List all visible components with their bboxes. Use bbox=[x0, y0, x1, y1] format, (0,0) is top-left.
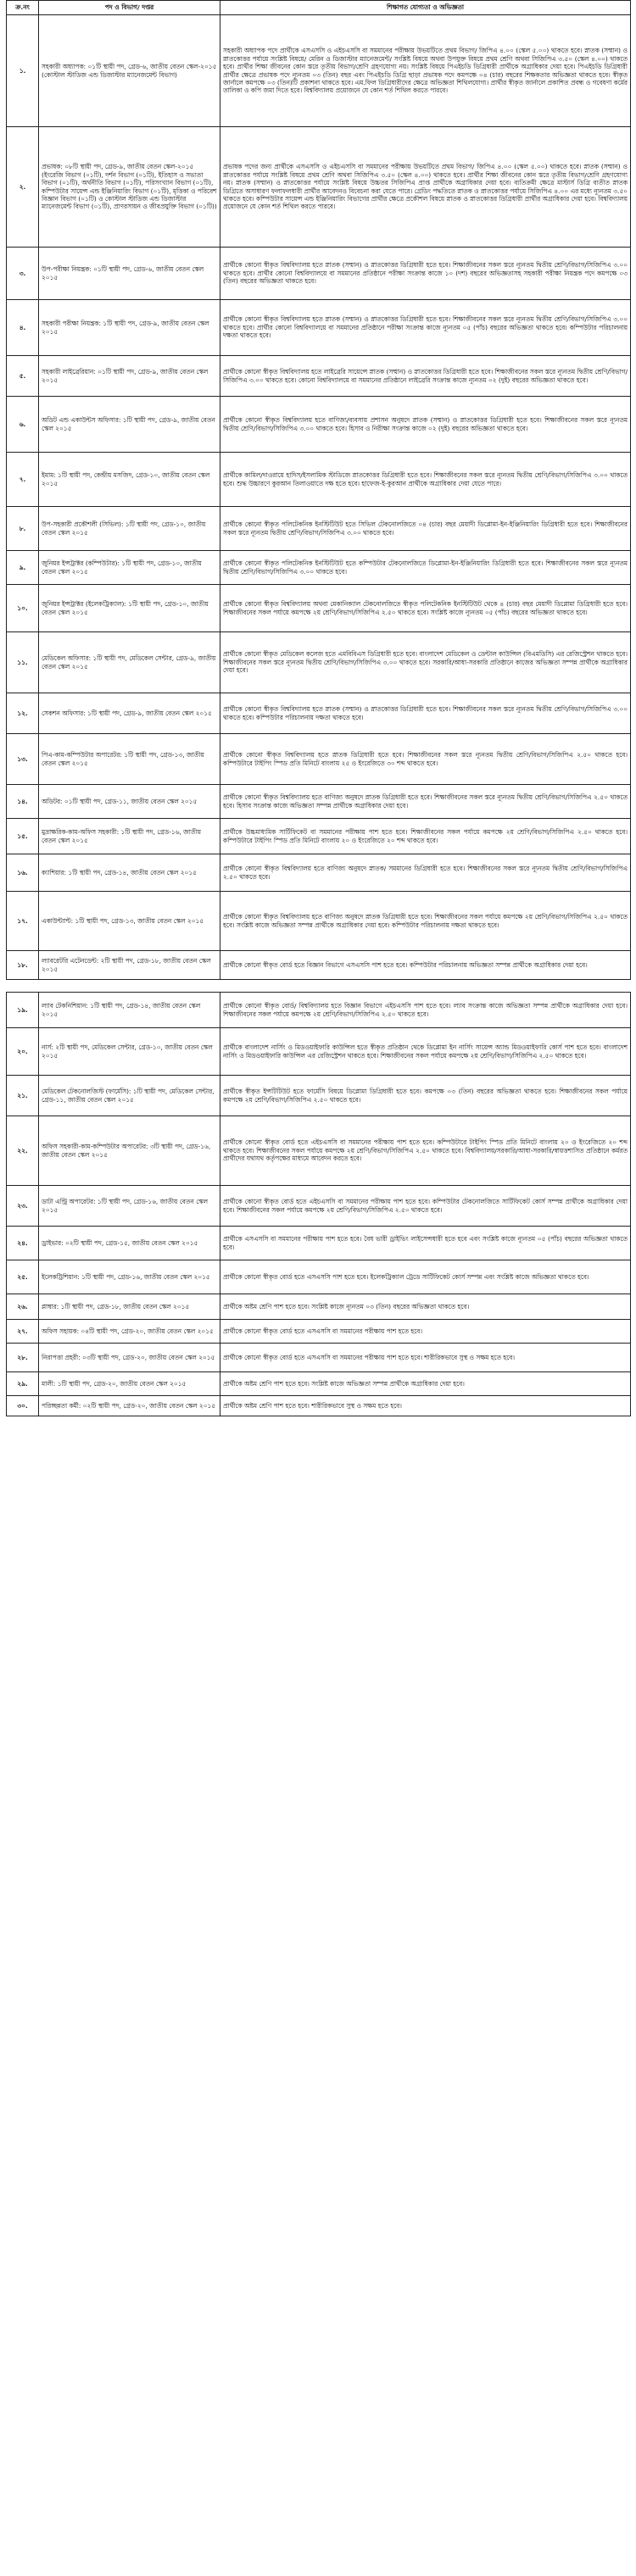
requirements-cell: প্রার্থীকে কোনো স্বীকৃত বিশ্ববিদ্যালয় হতে বাণিজ্য/ব্যবসায় প্রশাসন অনুষদে স্নাতক (সম্মান) ও স্নাতকোত্তর ডিগ্রিধারী হতে হবে। শিক্ষাজীবনের সকল স্তরে ন্যূনতম দ্বিতীয় শ্রেণি/বিভাগ/সিজিপিএ ৩.০০ থাকতে হবে। হিসাব ও নিরীক্ষা সংক্রান্ত কাজে ০২ (দুই) বছরের অভিজ্ঞতা থাকতে হবে। bbox=[220, 397, 631, 453]
table-row bbox=[7, 1186, 631, 1227]
serial-cell: ৬. bbox=[7, 397, 39, 453]
serial-cell: ৪. bbox=[7, 300, 39, 356]
requirements-cell: প্রার্থীকে কোনো স্বীকৃত বোর্ড হতে বিজ্ঞান বিভাগে এসএসসি পাশ হতে হবে। কম্পিউটার পরিচালনায় অভিজ্ঞতা সম্পন্ন প্রার্থীকে অগ্রাধিকার দেয়া হবে। bbox=[220, 951, 631, 980]
requirements-cell: প্রার্থীকে কোনো স্বীকৃত বোর্ড হতে এইচএসসি বা সমমানের পরীক্ষায় পাশ হতে হবে। কম্পিউটারে টাইপিং স্পিড প্রতি মিনিটে বাংলায় ২০ ও ইংরেজিতে ২০ শব্দ থাকতে হবে। শিক্ষাজীবনের সকল পর্যায়ে কমপক্ষে ২য় শ্রেণি/বিভাগ/সিজিপিএ ২.৫০ থাকতে হবে। বিশ্ববিদ্যালয়/সরকারি/আধা-সরকারি/স্বায়ত্তশাসিত প্রতিষ্ঠানে কর্মরত প্রার্থীদের যথাযথ কর্তৃপক্ষের মাধ্যমে আবেদন করতে হবে। bbox=[220, 1116, 631, 1186]
post-cell: উপ-পরীক্ষা নিয়ন্ত্রক: ০১টি স্থায়ী পদ, গ্রেড-৬, জাতীয় বেতন স্কেল ২০১৫ bbox=[39, 248, 220, 300]
post-cell: ক্যাশিয়ার: ১টি স্থায়ী পদ, গ্রেড-১৪, জাতীয় বেতন স্কেল ২০১৫ bbox=[39, 854, 220, 892]
post-cell: পিএ-কাম-কম্পিউটার অপারেটর: ১টি স্থায়ী পদ, গ্রেড-১৩, জাতীয় বেতন স্কেল ২০১৫ bbox=[39, 734, 220, 785]
post-cell: ল্যাবরেটরি এটেনডেন্ট: ২টি স্থায়ী পদ, গ্রেড-১৮, জাতীয় বেতন স্কেল ২০১৫ bbox=[39, 951, 220, 980]
post-cell: অফিস সহকারী-কাম-কম্পিউটার অপারেটর: ৩টি স্থায়ী পদ, গ্রেড-১৬, জাতীয় বেতন স্কেল ২০১৫ bbox=[39, 1116, 220, 1186]
table-row bbox=[7, 993, 631, 1028]
serial-cell: ১৮. bbox=[7, 951, 39, 980]
serial-cell: ২২. bbox=[7, 1116, 39, 1186]
requirements-cell: প্রার্থীকে কোনো স্বীকৃত পলিটেকনিক ইনস্টিটিউট হতে সিভিল টেকনোলজিতে ০৪ (চার) বছর মেয়াদী ডিপ্লোমা-ইন-ইঞ্জিনিয়ারিং ডিগ্রিধারী হতে হবে। শিক্ষাজীবনের সকল স্তরে ন্যূনতম দ্বিতীয় শ্রেণি/বিভাগ/সিজিপিএ ৩.০০ থাকতে হবে। bbox=[220, 507, 631, 551]
serial-cell: ২. bbox=[7, 127, 39, 248]
table-row bbox=[7, 507, 631, 551]
serial-cell: ৩০. bbox=[7, 1396, 39, 1416]
table-row bbox=[7, 15, 631, 127]
table-row bbox=[7, 1320, 631, 1344]
post-cell: মালী: ১টি স্থায়ী পদ, গ্রেড-২০, জাতীয় বেতন স্কেল ২০১৫ bbox=[39, 1372, 220, 1396]
post-cell: ল্যাব টেকনিশিয়ান: ১টি স্থায়ী পদ, গ্রেড-১৪, জাতীয় বেতন স্কেল ২০১৫ bbox=[39, 993, 220, 1028]
requirements-cell: প্রার্থীকে কোনো স্বীকৃত বোর্ড হতে এসএসসি পাশ হতে হবে। ইলেকট্রিক্যাল ট্রেডে সার্টিফিকেট কোর্স সম্পন্ন এবং সংশ্লিষ্ট কাজে অভিজ্ঞতা থাকতে হবে। bbox=[220, 1260, 631, 1294]
table-row bbox=[7, 734, 631, 785]
post-cell: অফিস সহায়ক: ০৪টি স্থায়ী পদ, গ্রেড-২০, জাতীয় বেতন স্কেল ২০১৫ bbox=[39, 1320, 220, 1344]
post-cell: মুদ্রাক্ষরিক-কাম-অফিস সহকারী: ১টি স্থায়ী পদ, গ্রেড-১৬, জাতীয় বেতন স্কেল ২০১৫ bbox=[39, 819, 220, 854]
table-row bbox=[7, 397, 631, 453]
positions-table-bottom bbox=[6, 992, 631, 1416]
header-serial: ক্র.নং bbox=[7, 1, 39, 15]
serial-cell: ৩. bbox=[7, 248, 39, 300]
post-cell: সহকারী লাইব্রেরিয়ান: ০১টি স্থায়ী পদ, গ্রেড-৯, জাতীয় বেতন স্কেল ২০১৫ bbox=[39, 356, 220, 397]
serial-cell: ২৩. bbox=[7, 1186, 39, 1227]
post-cell: অডিট এন্ড একাউন্টস অফিসার: ১টি স্থায়ী পদ, গ্রেড-৯, জাতীয় বেতন স্কেল ২০১৫ bbox=[39, 397, 220, 453]
post-cell: সহকারী পরীক্ষা নিয়ন্ত্রক: ১টি স্থায়ী পদ, গ্রেড-৯, জাতীয় বেতন স্কেল ২০১৫ bbox=[39, 300, 220, 356]
post-cell: নার্স: ২টি স্থায়ী পদ, মেডিকেল সেন্টার, গ্রেড-১০, জাতীয় বেতন স্কেল ২০১৫ bbox=[39, 1028, 220, 1076]
requirements-cell: প্রার্থীকে কোনো স্বীকৃত বিশ্ববিদ্যালয় হতে স্নাতক ডিগ্রিধারী হতে হবে। শিক্ষাজীবনের সকল স্তরে ন্যূনতম দ্বিতীয় শ্রেণি/বিভাগ/সিজিপিএ ২.৫০ থাকতে হবে। কম্পিউটারে টাইপিং স্পিড প্রতি মিনিটে বাংলায় ২৫ ও ইংরেজিতে ৩০ শব্দ থাকতে হবে। bbox=[220, 734, 631, 785]
table-row bbox=[7, 785, 631, 819]
serial-cell: ১৩. bbox=[7, 734, 39, 785]
serial-cell: ২৪. bbox=[7, 1227, 39, 1260]
requirements-cell: প্রার্থীকে স্বীকৃত ইন্সটিটিউট হতে ফার্মেসি বিষয়ে ডিপ্লোমা ডিগ্রিধারী হতে হবে। কমপক্ষে ০৩ (তিন) বছরের অভিজ্ঞতা থাকতে হবে। শিক্ষাজীবনের সকল পর্যায়ে কমপক্ষে ২য় শ্রেণি/বিভাগ/সিজিপিএ ২.৫০ থাকতে হবে। bbox=[220, 1076, 631, 1116]
serial-cell: ৫. bbox=[7, 356, 39, 397]
post-cell: ইমাম: ১টি স্থায়ী পদ, কেন্দ্রীয় মসজিদ, গ্রেড-১০, জাতীয় বেতন স্কেল ২০১৫ bbox=[39, 453, 220, 507]
requirements-cell: প্রার্থীকে কোনো স্বীকৃত পলিটেকনিক ইনস্টিটিউট হতে কম্পিউটার টেকনোলজিতে ডিপ্লোমা-ইন-ইঞ্জিনিয়ারিং ডিগ্রিধারী হতে হবে। শিক্ষাজীবনের সকল স্তরে ন্যূনতম দ্বিতীয় শ্রেণি/বিভাগ/সিজিপিএ ৩.০০ থাকতে হবে। bbox=[220, 551, 631, 585]
post-cell: অডিটর: ০১টি স্থায়ী পদ, গ্রেড-১১, জাতীয় বেতন স্কেল ২০১৫ bbox=[39, 785, 220, 819]
table-row bbox=[7, 1076, 631, 1116]
serial-cell: ৮. bbox=[7, 507, 39, 551]
post-cell: উপ-সহকারী প্রকৌশলী (সিভিল): ১টি স্থায়ী পদ, গ্রেড-১০, জাতীয় বেতন স্কেল ২০১৫ bbox=[39, 507, 220, 551]
requirements-cell: প্রভাষক পদের জন্য প্রার্থীকে এসএসসি ও এইচএসসি বা সমমানের পরীক্ষায় উভয়টিতে প্রথম বিভাগ/ জিপিএ ৪.০০ (স্কেল ৫.০০) থাকতে হবে। স্নাতক (সম্মান) ও স্নাতকোত্তর পর্যায়ে সংশ্লিষ্ট বিষয়ে প্রথম শ্রেণি অথবা সিজিপিএ ৩.৫০ (স্কেল ৪.০০) থাকতে হবে। প্রার্থীর শিক্ষা জীবনের কোন স্তরে তৃতীয় বিভাগ/শ্রেণি গ্রহণযোগ্য নয়। স্নাতক (সম্মান) ও স্নাতকোত্তর পর্যায়ে সংশ্লিষ্ট বিষয়ে উচ্চতর সিজিপিএ প্রাপ্ত প্রার্থীকে অগ্রাধিকার দেয়া হবে। ব্যতিক্রমী ক্ষেত্রে মাস্টার্স ডিগ্রি ব্যতীত স্নাতক ডিগ্রিতে অসাধারণ ফলাফলধারী প্রার্থীর আবেদনও বিবেচনা করা যেতে পারে। গ্রেডিং পদ্ধতিতে স্নাতক ও স্নাতকোত্তর পর্যায়ে সিজিপিএ ৪.০০ এর মধ্যে ন্যূনতম ৩.৫০ থাকতে হবে। কম্পিউটার সায়েন্স এন্ড ইঞ্জিনিয়ারিং বিভাগের প্রার্থীর ক্ষেত্রে প্রকৌশল বিষয়ে স্নাতক ও স্নাতকোত্তর ডিগ্রিধারী প্রার্থীর অগ্রাধিকার দেয়া হবে। বিশ্ববিদ্যালয় প্রয়োজনে যে কোন শর্ত শিথিল করতে পারবে। bbox=[220, 127, 631, 248]
serial-cell: ২৮. bbox=[7, 1344, 39, 1372]
requirements-cell: প্রার্থীকে বাংলাদেশ নার্সিং ও মিডওয়াইফারি কাউন্সিল হতে স্বীকৃত প্রতিষ্ঠান থেকে ডিপ্লোমা ইন নার্সিং সায়েন্স অ্যান্ড মিডওয়াইফারি কোর্স পাশ হতে হবে। বাংলাদেশ নার্সিং ও মিডওয়াইফারি কাউন্সিল এর রেজিস্ট্রেশন থাকতে হবে। শিক্ষাজীবনের সকল পর্যায়ে কমপক্ষে ২য় শ্রেণি/বিভাগ/সিজিপিএ ২.৫০ থাকতে হবে। bbox=[220, 1028, 631, 1076]
post-cell: ইলেকট্রিশিয়ান: ১টি স্থায়ী পদ, গ্রেড-১৬, জাতীয় বেতন স্কেল ২০১৫ bbox=[39, 1260, 220, 1294]
requirements-cell: প্রার্থীকে কোনো স্বীকৃত বোর্ড হতে এইচএসসি বা সমমানের পরীক্ষায় পাশ হতে হবে। কম্পিউটার টেকনোলজিতে সার্টিফিকেট কোর্স সম্পন্ন প্রার্থীকে অগ্রাধিকার দেয়া হবে। শিক্ষাজীবনের সকল পর্যায়ে কমপক্ষে ২য় শ্রেণি/বিভাগ/সিজিপিএ ২.৫০ থাকতে হবে। bbox=[220, 1186, 631, 1227]
requirements-cell: প্রার্থীকে কোনো স্বীকৃত বোর্ড হতে এসএসসি বা সমমানের পরীক্ষায় পাশ হতে হবে। শারীরিকভাবে সুস্থ ও সক্ষম হতে হবে। bbox=[220, 1344, 631, 1372]
serial-cell: ১৪. bbox=[7, 785, 39, 819]
serial-cell: ২৯. bbox=[7, 1372, 39, 1396]
requirements-cell: প্রার্থীকে কোনো স্বীকৃত বিশ্ববিদ্যালয় অথবা মেকানিক্যাল টেকনোলজিতে স্বীকৃত পলিটেকনিক ইনস্টিটিউট থেকে ৪ (চার) বছর মেয়াদী ডিপ্লোমা ডিগ্রিধারী হতে হবে। শিক্ষাজীবনের সকল পর্যায়ে কমপক্ষে ২য় শ্রেণি/বিভাগ/সিজিপিএ ২.৫০ থাকতে হবে। সংশ্লিষ্ট কাজে ন্যূনতম ০৫ (পাঁচ) বছরের অভিজ্ঞতা থাকতে হবে। bbox=[220, 585, 631, 632]
positions-table-top bbox=[6, 0, 631, 980]
serial-cell: ১৯. bbox=[7, 993, 39, 1028]
table-row bbox=[7, 453, 631, 507]
requirements-cell: প্রার্থীকে কোনো স্বীকৃত বিশ্ববিদ্যালয় হতে স্নাতক (সম্মান) ও স্নাতকোত্তর ডিগ্রিধারী হতে হবে। শিক্ষাজীবনের সকল স্তরে ন্যূনতম দ্বিতীয় শ্রেণি/বিভাগ/সিজিপিএ ৩.০০ থাকতে হবে। প্রার্থীর কোনো বিশ্ববিদ্যালয়ে বা সমমানের প্রতিষ্ঠানে পরীক্ষা সংক্রান্ত কাজে ন্যূনতম ০৫ (পাঁচ) বছরের অভিজ্ঞতা থাকতে হবে। কম্পিউটার পরিচালনায় দক্ষতা থাকতে হবে। bbox=[220, 300, 631, 356]
page-gap bbox=[0, 980, 636, 992]
table-row bbox=[7, 356, 631, 397]
requirements-cell: প্রার্থীকে অষ্টম শ্রেণি পাশ হতে হবে। সংশ্লিষ্ট কাজে অভিজ্ঞতা সম্পন্ন প্রার্থীকে অগ্রাধিকার দেয়া হবে। bbox=[220, 1372, 631, 1396]
serial-cell: ২১. bbox=[7, 1076, 39, 1116]
table-row bbox=[7, 127, 631, 248]
requirements-cell: প্রার্থীকে কামিল/দাওরায়ে হাদিস/ইসলামিক স্টাডিজে স্নাতকোত্তর ডিগ্রিধারী হতে হবে। শিক্ষাজীবনের সকল স্তরে ন্যূনতম দ্বিতীয় শ্রেণি/বিভাগ/সিজিপিএ ৩.০০ থাকতে হবে। শুদ্ধ উচ্চারণে কুরআন তিলাওয়াতে দক্ষ হতে হবে। হাফেজ-ই-কুরআন প্রার্থীকে অগ্রাধিকার দেয়া যেতে পারে। bbox=[220, 453, 631, 507]
post-cell: ড্রাইভার: ০২টি স্থায়ী পদ, গ্রেড-১৫, জাতীয় বেতন স্কেল ২০১৫ bbox=[39, 1227, 220, 1260]
table-row bbox=[7, 1227, 631, 1260]
table-row bbox=[7, 951, 631, 980]
table-row bbox=[7, 854, 631, 892]
table-row bbox=[7, 632, 631, 693]
post-cell: জুনিয়র ইন্সট্রাক্টর (কম্পিউটার): ১টি স্থায়ী পদ, গ্রেড-১০, জাতীয় বেতন স্কেল ২০১৫ bbox=[39, 551, 220, 585]
table-row bbox=[7, 892, 631, 951]
requirements-cell: প্রার্থীকে উচ্চমাধ্যমিক সার্টিফিকেট বা সমমানের পরীক্ষায় পাশ হতে হবে। শিক্ষাজীবনের সকল পর্যায়ে কমপক্ষে ২য় শ্রেণি/বিভাগ/সিজিপিএ ২.৫০ থাকতে হবে। কম্পিউটারে টাইপিং স্পিড প্রতি মিনিটে বাংলায় ২০ ও ইংরেজিতে ২০ শব্দ থাকতে হবে। bbox=[220, 819, 631, 854]
table-row bbox=[7, 551, 631, 585]
requirements-cell: প্রার্থীকে এসএসসি বা সমমানের পরীক্ষায় পাশ হতে হবে। বৈধ ভারী ড্রাইভিং লাইসেন্সধারী হতে হবে এবং সংশ্লিষ্ট কাজে ন্যূনতম ০৫ (পাঁচ) বছরের অভিজ্ঞতা থাকতে হবে। bbox=[220, 1227, 631, 1260]
header-requirements: শিক্ষাগত যোগ্যতা ও অভিজ্ঞতা bbox=[220, 1, 631, 15]
table-header-row bbox=[7, 1, 631, 15]
requirements-cell: প্রার্থীকে কোনো স্বীকৃত বোর্ড হতে এসএসসি বা সমমানের পরীক্ষায় পাশ হতে হবে। bbox=[220, 1320, 631, 1344]
post-cell: সহকারী অধ্যাপক: ০১টি স্থায়ী পদ, গ্রেড-৬, জাতীয় বেতন স্কেল-২০১৫ (কোস্টাল স্টাডিজ এন্ড ডিজাস্টার ম্যানেজমেন্ট বিভাগ) bbox=[39, 15, 220, 127]
serial-cell: ১৫. bbox=[7, 819, 39, 854]
table-row bbox=[7, 1344, 631, 1372]
post-cell: ডাটা এন্ট্রি অপারেটর: ১টি স্থায়ী পদ, গ্রেড-১৬, জাতীয় বেতন স্কেল ২০১৫ bbox=[39, 1186, 220, 1227]
header-post: পদ ও বিভাগ/ দপ্তর bbox=[39, 1, 220, 15]
requirements-cell: প্রার্থীকে কোনো স্বীকৃত বিশ্ববিদ্যালয় হতে বাণিজ্য অনুষদে স্নাতক ডিগ্রিধারী হতে হবে। শিক্ষাজীবনের সকল স্তরে ন্যূনতম দ্বিতীয় শ্রেণি/বিভাগ/সিজিপিএ ২.৫০ থাকতে হবে। হিসাব সংক্রান্ত কাজে অভিজ্ঞতা সম্পন্ন প্রার্থীকে অগ্রাধিকার দেয়া হবে। bbox=[220, 785, 631, 819]
serial-cell: ২৬. bbox=[7, 1294, 39, 1320]
requirements-cell: প্রার্থীকে কোনো স্বীকৃত বিশ্ববিদ্যালয় হতে লাইব্রেরি সায়েন্সে স্নাতক (সম্মান) ও স্নাতকোত্তর ডিগ্রিধারী হতে হবে। শিক্ষাজীবনের সকল স্তরে ন্যূনতম দ্বিতীয় শ্রেণি/বিভাগ/সিজিপিএ ৩.০০ থাকতে হবে। কোনো বিশ্ববিদ্যালয়ে বা সমমানের প্রতিষ্ঠানে লাইব্রেরি সংক্রান্ত কাজে ন্যূনতম ০২ (দুই) বছরের অভিজ্ঞতা থাকতে হবে। bbox=[220, 356, 631, 397]
post-cell: মেডিকেল টেকনোলজিস্ট (ফার্মেসি): ১টি স্থায়ী পদ, মেডিকেল সেন্টার, গ্রেড-১১, জাতীয় বেতন স্কেল ২০১৫ bbox=[39, 1076, 220, 1116]
post-cell: একাউন্ট্যান্ট: ১টি স্থায়ী পদ, গ্রেড-১৩, জাতীয় বেতন স্কেল ২০১৫ bbox=[39, 892, 220, 951]
requirements-cell: প্রার্থীকে কোনো স্বীকৃত বিশ্ববিদ্যালয় হতে বাণিজ্য অনুষদে স্নাতক ডিগ্রিধারী হতে হবে। শিক্ষাজীবনের সকল পর্যায়ে কমপক্ষে ২য় শ্রেণি/বিভাগ/সিজিপিএ ২.৫০ থাকতে হবে। সংশ্লিষ্ট কাজে অভিজ্ঞতা সম্পন্ন প্রার্থীকে অগ্রাধিকার দেয়া হবে। কম্পিউটার পরিচালনায় দক্ষতা থাকতে হবে। bbox=[220, 892, 631, 951]
table-row bbox=[7, 1116, 631, 1186]
table-row bbox=[7, 1372, 631, 1396]
post-cell: জুনিয়র ইন্সট্রাক্টর (ইলেকট্রিক্যাল): ১টি স্থায়ী পদ, গ্রেড-১০, জাতীয় বেতন স্কেল ২০১৫ bbox=[39, 585, 220, 632]
serial-cell: ২৭. bbox=[7, 1320, 39, 1344]
requirements-cell: সহকারী অধ্যাপক পদে প্রার্থীকে এসএসসি ও এইচএসসি বা সমমানের পরীক্ষায় উভয়টিতে প্রথম বিভাগ/ জিপিএ ৪.০০ (স্কেল ৫.০০) থাকতে হবে। স্নাতক (সম্মান) ও স্নাতকোত্তর পর্যায়ে সংশ্লিষ্ট বিষয়ে/ মেরিন ও ডিজাস্টার ম্যানেজমেন্ট/ সংশ্লিষ্ট বিষয়ে অথবা উপযুক্ত বিষয়ে প্রথম শ্রেণি অথবা সিজিপিএ ৩.৫০ (স্কেল ৪.০০) থাকতে হবে। প্রার্থীর শিক্ষা জীবনের কোন স্তরে তৃতীয় বিভাগ/শ্রেণি গ্রহণযোগ্য নয়। সংশ্লিষ্ট বিষয়ে পিএইচডি ডিগ্রিধারী প্রার্থীকে অগ্রাধিকার দেয়া হবে। পিএইচডি ডিগ্রিধারী প্রার্থীর ক্ষেত্রে প্রভাষক পদে ন্যূনতম ০৩ (তিন) বছর এবং পিএইচডি ডিগ্রি ছাড়া প্রভাষক পদে কমপক্ষে ০৪ (চার) বছরের শিক্ষকতার অভিজ্ঞতা থাকতে হবে। স্বীকৃত জার্নালে কমপক্ষে ০৩ (তিন)টি প্রকাশনা থাকতে হবে। এম.ফিল ডিগ্রিধারীদের ক্ষেত্রে অভিজ্ঞতা শিথিলযোগ্য। প্রার্থীর স্বীকৃত জার্নালে প্রকাশিত প্রবন্ধ ও গবেষণা কর্মের তালিকা ও কপি জমা দিতে হবে। বিশ্ববিদ্যালয় প্রয়োজনে যে কোন শর্ত শিথিল করতে পারবে। bbox=[220, 15, 631, 127]
post-cell: প্লাম্বার: ১টি স্থায়ী পদ, গ্রেড-১৮, জাতীয় বেতন স্কেল ২০১৫ bbox=[39, 1294, 220, 1320]
table-row bbox=[7, 1260, 631, 1294]
serial-cell: ১১. bbox=[7, 632, 39, 693]
requirements-cell: প্রার্থীকে কোনো স্বীকৃত বিশ্ববিদ্যালয় হতে বাণিজ্য অনুষদে স্নাতক/ সমমানের ডিগ্রিধারী হতে হবে। শিক্ষাজীবনের সকল স্তরে ন্যূনতম দ্বিতীয় শ্রেণি/বিভাগ/সিজিপিএ ২.৫০ থাকতে হবে। bbox=[220, 854, 631, 892]
post-cell: প্রভাষক: ০৮টি স্থায়ী পদ, গ্রেড-৯, জাতীয় বেতন স্কেল-২০১৫ (ইংরেজি বিভাগ (০১টি), দর্শন বিভাগ (০১টি), ইতিহাস ও সভ্যতা বিভাগ (০১টি), অর্থনীতি বিভাগ (০১টি), পরিসংখ্যান বিভাগ (০১টি), কম্পিউটার সায়েন্স এন্ড ইঞ্জিনিয়ারিং বিভাগ (০১টি), মৃত্তিকা ও পরিবেশ বিজ্ঞান বিভাগ (০১টি) ও কোস্টাল স্টাডিজ এন্ড ডিজাস্টার ম্যানেজমেন্ট বিভাগ (০১টি), প্রাণরসায়ন ও জীবপ্রযুক্তি বিভাগ (০১টি)) bbox=[39, 127, 220, 248]
post-cell: সেকশন অফিসার: ১টি স্থায়ী পদ, গ্রেড-৯, জাতীয় বেতন স্কেল ২০১৫ bbox=[39, 693, 220, 734]
serial-cell: ২০. bbox=[7, 1028, 39, 1076]
serial-cell: ১০. bbox=[7, 585, 39, 632]
requirements-cell: প্রার্থীকে কোনো স্বীকৃত বিশ্ববিদ্যালয় হতে স্নাতক (সম্মান) ও স্নাতকোত্তর ডিগ্রিধারী হতে হবে। শিক্ষাজীবনের সকল স্তরে ন্যূনতম দ্বিতীয় শ্রেণি/বিভাগ/সিজিপিএ ৩.০০ থাকতে হবে। কম্পিউটার পরিচালনায় দক্ষতা থাকতে হবে। bbox=[220, 693, 631, 734]
serial-cell: ১. bbox=[7, 15, 39, 127]
requirements-cell: প্রার্থীকে কোনো স্বীকৃত বিশ্ববিদ্যালয় হতে স্নাতক (সম্মান) ও স্নাতকোত্তর ডিগ্রিধারী হতে হবে। শিক্ষাজীবনের সকল স্তরে ন্যূনতম দ্বিতীয় শ্রেণি/বিভাগ/সিজিপিএ ৩.০০ থাকতে হবে। প্রার্থীর কোনো বিশ্ববিদ্যালয়ে বা সমমানের প্রতিষ্ঠানে পরীক্ষা সংক্রান্ত কাজে ১০ (দশ) বছরের অভিজ্ঞতাসহ সহকারী পরীক্ষা নিয়ন্ত্রক পদে কমপক্ষে ০৩ (তিন) বছরের অভিজ্ঞতা থাকতে হবে। bbox=[220, 248, 631, 300]
serial-cell: ১৭. bbox=[7, 892, 39, 951]
serial-cell: ৯. bbox=[7, 551, 39, 585]
table-row bbox=[7, 1028, 631, 1076]
requirements-cell: প্রার্থীকে অষ্টম শ্রেণি পাশ হতে হবে। সংশ্লিষ্ট কাজে ন্যূনতম ০৩ (তিন) বছরের অভিজ্ঞতা থাকতে হবে। bbox=[220, 1294, 631, 1320]
table-row bbox=[7, 248, 631, 300]
serial-cell: ১৬. bbox=[7, 854, 39, 892]
table-row bbox=[7, 1396, 631, 1416]
requirements-cell: প্রার্থীকে অষ্টম শ্রেণি পাশ হতে হবে। শারীরিকভাবে সুস্থ ও সক্ষম হতে হবে। bbox=[220, 1396, 631, 1416]
post-cell: মেডিকেল অফিসার: ১টি স্থায়ী পদ, মেডিকেল সেন্টার, গ্রেড-৯, জাতীয় বেতন স্কেল ২০১৫ bbox=[39, 632, 220, 693]
requirements-cell: প্রার্থীকে কোনো স্বীকৃত মেডিকেল কলেজ হতে এমবিবিএস ডিগ্রিধারী হতে হবে। বাংলাদেশ মেডিকেল ও ডেন্টাল কাউন্সিল (বিএমডিসি) এর রেজিস্ট্রেশন থাকতে হবে। শিক্ষাজীবনের সকল স্তরে ন্যূনতম দ্বিতীয় শ্রেণি/বিভাগ/সিজিপিএ ৩.০০ থাকতে হবে। সরকারি/আধা-সরকারি প্রতিষ্ঠানে কাজের অভিজ্ঞতা সম্পন্ন প্রার্থীকে অগ্রাধিকার দেয়া হবে। bbox=[220, 632, 631, 693]
table-row bbox=[7, 819, 631, 854]
requirements-cell: প্রার্থীকে কোনো স্বীকৃত বোর্ড/ বিশ্ববিদ্যালয় হতে বিজ্ঞান বিভাগে এইচএসসি পাশ হতে হবে। ল্যাব সংক্রান্ত কাজে অভিজ্ঞতা সম্পন্ন প্রার্থীকে অগ্রাধিকার দেয়া হবে। শিক্ষাজীবনের সকল পর্যায়ে কমপক্ষে ২য় শ্রেণি/বিভাগ/সিজিপিএ ২.৫০ থাকতে হবে। bbox=[220, 993, 631, 1028]
serial-cell: ৭. bbox=[7, 453, 39, 507]
post-cell: নিরাপত্তা প্রহরী: ০৩টি স্থায়ী পদ, গ্রেড-২০, জাতীয় বেতন স্কেল ২০১৫ bbox=[39, 1344, 220, 1372]
serial-cell: ১২. bbox=[7, 693, 39, 734]
table-row bbox=[7, 693, 631, 734]
post-cell: পরিচ্ছন্নতা কর্মী: ০২টি স্থায়ী পদ, গ্রেড-২০, জাতীয় বেতন স্কেল ২০১৫ bbox=[39, 1396, 220, 1416]
table-row bbox=[7, 300, 631, 356]
table-row bbox=[7, 1294, 631, 1320]
serial-cell: ২৫. bbox=[7, 1260, 39, 1294]
table-row bbox=[7, 585, 631, 632]
